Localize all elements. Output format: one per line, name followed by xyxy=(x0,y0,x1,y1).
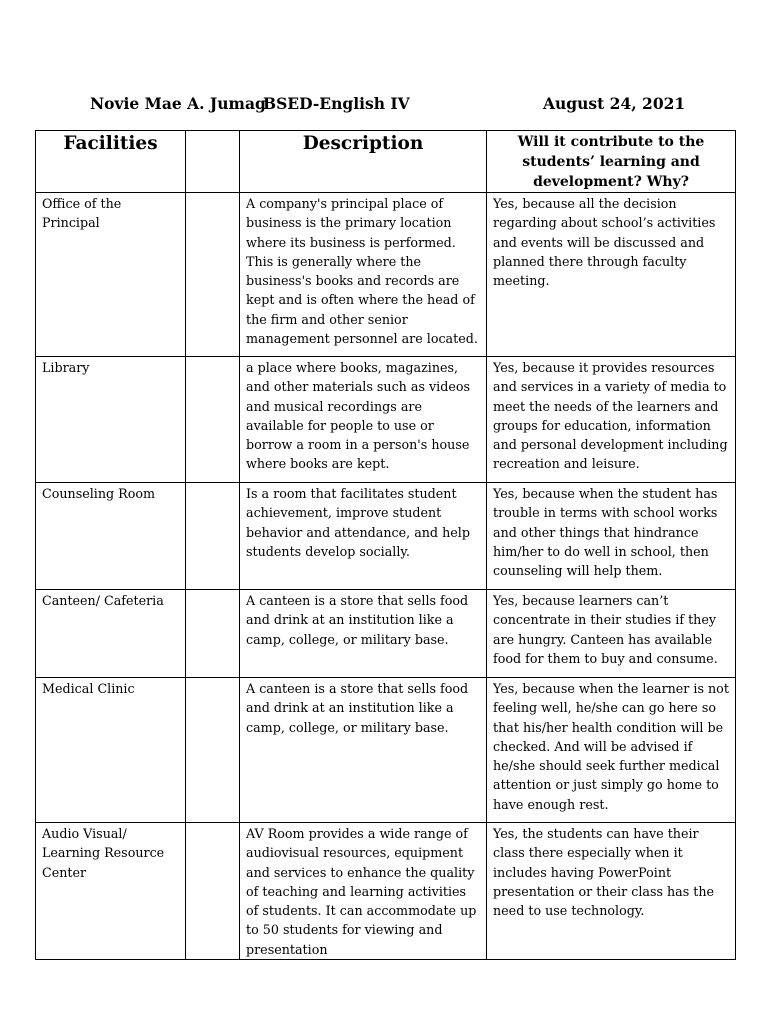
facility-cell: Medical Clinic xyxy=(36,678,186,823)
table-row xyxy=(36,823,736,960)
description-cell: a place where books, magazines, and other materials such as videos and musical recordings are available for people to use or borrow a room in a person's house where books are kept. xyxy=(240,357,487,483)
description-cell: A company's principal place of business is the primary location where its business is performed. This is generally where the business's books and records are kept and is often where the head of the firm and other senior management personnel are located. xyxy=(240,193,487,357)
description-header: Description xyxy=(240,131,487,193)
facility-cell: Counseling Room xyxy=(36,483,186,590)
blank-cell xyxy=(186,590,240,678)
table-row xyxy=(36,483,736,590)
contribution-cell: Yes, because when the learner is not feeling well, he/she can go here so that his/her health condition will be checked. And will be advised if he/she should seek further medical attention or just simply go home to have enough rest. xyxy=(487,678,736,823)
table-row xyxy=(36,357,736,483)
description-cell: Is a room that facilitates student achievement, improve student behavior and attendance, and help students develop socially. xyxy=(240,483,487,590)
blank-cell xyxy=(186,193,240,357)
description-cell: A canteen is a store that sells food and drink at an institution like a camp, college, or military base. xyxy=(240,678,487,823)
blank-header xyxy=(186,131,240,193)
facility-cell: Library xyxy=(36,357,186,483)
facilities-table xyxy=(35,130,736,960)
blank-cell xyxy=(186,357,240,483)
contribution-cell: Yes, because all the decision regarding about school’s activities and events will be discussed and planned there through faculty meeting. xyxy=(487,193,736,357)
table-row xyxy=(36,678,736,823)
blank-cell xyxy=(186,823,240,960)
contribution-cell: Yes, because when the student has trouble in terms with school works and other things that hindrance him/her to do well in school, then counseling will help them. xyxy=(487,483,736,590)
table-row xyxy=(36,193,736,357)
contribution-cell: Yes, the students can have their class there especially when it includes having PowerPoint presentation or their class has the need to use technology. xyxy=(487,823,736,960)
facility-cell: Canteen/ Cafeteria xyxy=(36,590,186,678)
contribution-header: Will it contribute to the students’ learning and development? Why? xyxy=(487,131,736,193)
blank-cell xyxy=(186,483,240,590)
table-row xyxy=(36,590,736,678)
description-cell: AV Room provides a wide range of audiovisual resources, equipment and services to enhance the quality of teaching and learning activities of students. It can accommodate up to 50 students for viewing and presentation xyxy=(240,823,487,960)
student-name: Novie Mae A. Jumag xyxy=(90,94,266,113)
facilities-header: Facilities xyxy=(36,131,186,193)
facility-cell: Audio Visual/ Learning Resource Center xyxy=(36,823,186,960)
table-header-row xyxy=(36,131,736,193)
document-header xyxy=(0,94,768,116)
contribution-cell: Yes, because learners can’t concentrate in their studies if they are hungry. Canteen has available food for them to buy and consume. xyxy=(487,590,736,678)
blank-cell xyxy=(186,678,240,823)
description-cell: A canteen is a store that sells food and drink at an institution like a camp, college, or military base. xyxy=(240,590,487,678)
document-date: August 24, 2021 xyxy=(543,94,686,113)
contribution-cell: Yes, because it provides resources and services in a variety of media to meet the needs of the learners and groups for education, information and personal development including recreation and leisure. xyxy=(487,357,736,483)
facility-cell: Office of the Principal xyxy=(36,193,186,357)
course-label: BSED-English IV xyxy=(263,94,410,113)
